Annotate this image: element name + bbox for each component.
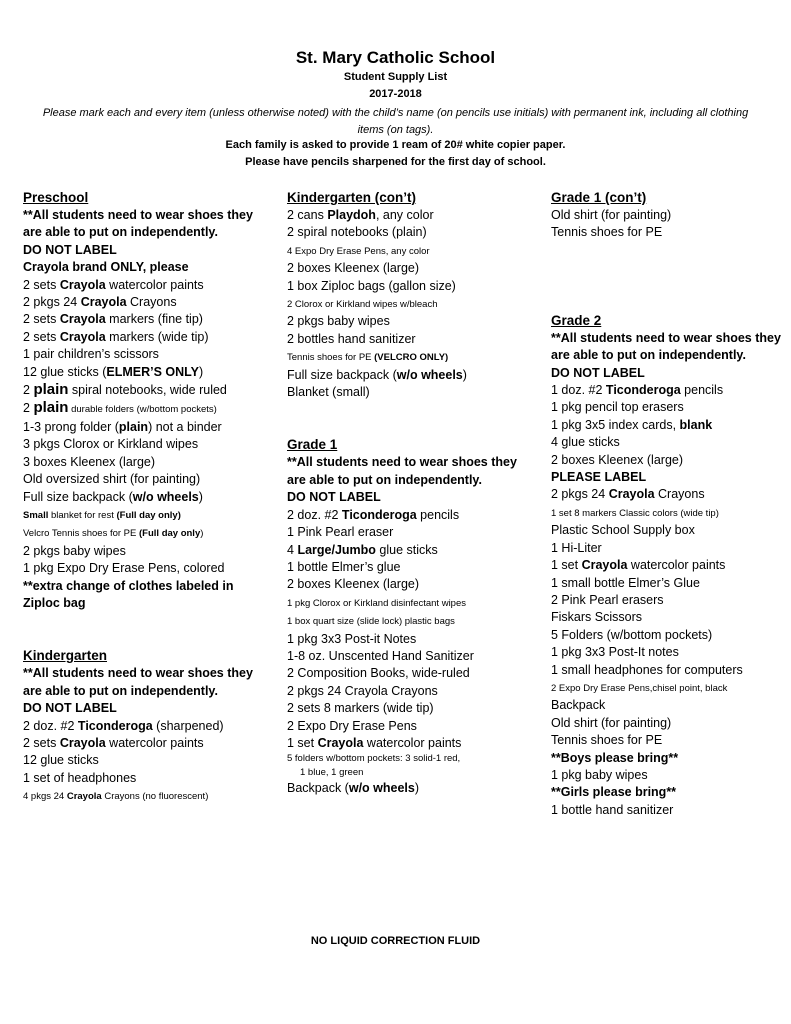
list-item-text: ): [462, 367, 467, 382]
list-item: [551, 697, 786, 714]
list-item-text: Old shirt (for painting): [551, 208, 672, 222]
list-item-text: Crayola: [66, 791, 102, 803]
list-item: [287, 718, 532, 735]
list-item: [23, 346, 268, 363]
list-item: [551, 662, 786, 679]
list-item-text: w/o wheels: [132, 489, 199, 504]
list-item-text: Crayola: [581, 558, 628, 573]
list-item: [23, 560, 268, 577]
list-item-text: Tennis shoes for PE: [287, 352, 375, 364]
list-item-text: 1 box quart size (slide lock) plastic bags: [287, 616, 455, 628]
list-item-text: 1 pair children’s scissors: [23, 347, 159, 362]
list-item-text: 2 pkgs baby wipes: [287, 314, 390, 329]
list-item-text: Ticonderoga: [605, 383, 681, 398]
list-item-text: 2 boxes Kleenex (large): [287, 577, 420, 592]
list-item-text: Crayons (no fluorescent): [101, 791, 209, 803]
list-item: [551, 382, 786, 399]
list-item-text: Crayola: [59, 277, 106, 292]
list-item: [287, 665, 532, 682]
list-item-text: 2 doz. #2: [287, 507, 342, 522]
list-item: [23, 381, 268, 399]
list-item-text: 4 glue sticks: [551, 435, 620, 450]
list-item-text: Velcro Tennis shoes for PE: [23, 528, 139, 540]
grade1-cont-list: [551, 207, 786, 242]
column-right: [551, 188, 786, 819]
list-item: [287, 313, 532, 330]
list-item: [551, 679, 786, 697]
list-item: [23, 543, 268, 560]
grade2-do-not-label: DO NOT LABEL: [551, 365, 645, 380]
list-item-text: 12 glue sticks (: [23, 364, 107, 379]
list-item-text: Ticonderoga: [341, 507, 417, 522]
list-item-text: Old oversized shirt (for painting): [23, 472, 201, 487]
list-item-text: 1 set 8 markers Classic colors (wide tip): [551, 507, 719, 519]
list-item-text: watercolor paints: [105, 277, 204, 292]
list-item-text: 1 pkg 3x3 Post-It notes: [551, 645, 679, 660]
list-item-text: (sharpened): [152, 718, 224, 733]
list-item: [23, 364, 268, 381]
list-item: [23, 436, 268, 453]
list-item-text: 1 set: [287, 735, 318, 750]
list-item: [287, 612, 532, 630]
grade2-heading: Grade 2: [551, 312, 602, 328]
list-item: [23, 770, 268, 787]
list-item-text: 1 pkg Expo Dry Erase Pens, colored: [23, 561, 225, 576]
school-year: 2017-2018: [369, 88, 422, 100]
preschool-do-not-label: DO NOT LABEL: [23, 242, 117, 257]
list-item-text: 2 cans: [287, 208, 328, 222]
list-item-text: 1 pkg 3x3 Post-it Notes: [287, 631, 417, 646]
list-title: Student Supply List: [343, 71, 448, 83]
grade1-do-not-label: DO NOT LABEL: [287, 490, 381, 505]
list-item: [287, 207, 532, 224]
list-item-text: 1 doz. #2: [551, 383, 606, 398]
list-item-text: blank: [679, 417, 713, 432]
list-item-text: Plastic School Supply box: [551, 523, 695, 538]
list-item-text: Crayola: [59, 329, 106, 344]
list-item: [551, 434, 786, 451]
list-item: [287, 367, 532, 384]
list-item-text: 2 Composition Books, wide-ruled: [287, 666, 470, 681]
list-item: [23, 311, 268, 328]
kindergarten-cont-heading: Kindergarten (con’t): [287, 190, 417, 205]
list-item: [287, 559, 532, 576]
list-item-text: 4: [287, 542, 298, 557]
preschool-crayola-only: Crayola brand ONLY, please: [23, 260, 189, 275]
list-item-text: Old shirt (for painting): [551, 715, 672, 730]
list-item: [551, 417, 786, 434]
list-item-text: Full size backpack (: [23, 489, 133, 504]
list-item-text: 1 set of headphones: [23, 770, 137, 785]
list-item: [287, 224, 532, 241]
grade2-please-label: PLEASE LABEL: [551, 470, 647, 485]
list-item-text: 2 sets 8 markers (wide tip): [287, 701, 434, 716]
list-item-text: Crayola: [317, 735, 364, 750]
kindergarten-heading: Kindergarten: [23, 648, 108, 664]
grade1-shoes-note: **All students need to wear shoes they are able to put on independently.: [287, 455, 517, 487]
list-item-text: 4 Expo Dry Erase Pens, any color: [287, 245, 430, 257]
list-item: [287, 683, 532, 700]
list-item: [551, 627, 786, 644]
list-item: [287, 576, 532, 593]
list-item: [551, 540, 786, 557]
list-item-text: plain: [33, 381, 69, 399]
list-item: [551, 715, 786, 732]
list-item: [287, 260, 532, 277]
kindergarten-cont-list: [287, 207, 532, 401]
list-item: [287, 278, 532, 295]
list-item-text: Crayola: [59, 312, 106, 327]
list-item-text: watercolor paints: [363, 735, 462, 750]
list-item-text: glue sticks: [375, 542, 438, 557]
list-item-text: 2 Expo Dry Erase Pens: [287, 718, 417, 733]
grade1-backpack-bold: w/o wheels: [348, 781, 415, 796]
list-item: [287, 735, 532, 752]
list-item-text: 1 bottle Elmer’s glue: [287, 559, 401, 574]
column-middle: [287, 188, 532, 798]
list-item-text: Blanket (small): [287, 385, 370, 400]
kindergarten-do-not-label: DO NOT LABEL: [23, 701, 117, 716]
list-item-text: 2 bottles hand sanitizer: [287, 331, 416, 346]
list-item: [551, 452, 786, 469]
list-item-text: 1 pkg 3x5 index cards,: [551, 417, 680, 432]
list-item-text: Fiskars Scissors: [551, 610, 642, 625]
list-item: [551, 522, 786, 539]
list-item-text: 2: [23, 401, 34, 416]
list-item-text: 2 sets: [23, 735, 60, 750]
list-item: [551, 504, 786, 522]
list-item-text: Tennis shoes for PE: [551, 225, 663, 240]
list-item: [23, 329, 268, 346]
list-item-text: 1-8 oz. Unscented Hand Sanitizer: [287, 648, 474, 663]
grade2-shoes-note: **All students need to wear shoes they are able to put on independently.: [551, 330, 781, 363]
school-name: St. Mary Catholic School: [295, 48, 496, 67]
list-item-text: plain: [33, 399, 69, 417]
grade2-boys-note: **Boys please bring**: [551, 750, 679, 765]
grade1-backpack-post: ): [414, 781, 420, 796]
column-left: [23, 188, 268, 806]
list-item-text: 4 pkgs 24: [23, 791, 67, 803]
list-item-text: markers (wide tip): [105, 329, 209, 344]
list-item: [23, 294, 268, 311]
paper-note: Each family is asked to provide 1 ream of 20# white copier paper.: [225, 139, 566, 151]
list-item-text: Crayola: [59, 735, 106, 750]
list-item-text: w/o wheels: [396, 367, 463, 382]
preschool-extra-clothes: **extra change of clothes labeled in Ziploc bag: [23, 578, 234, 610]
grade2-girls-note: **Girls please bring**: [551, 785, 677, 800]
list-item-text: durable folders (w/bottom pockets): [68, 404, 217, 416]
list-item-text: 2 pkgs 24 Crayola Crayons: [287, 683, 438, 698]
list-item: [23, 506, 268, 524]
grade1-backpack: [287, 780, 532, 797]
list-item-text: 3 pkgs Clorox or Kirkland wipes: [23, 437, 199, 452]
grade2-list-a: [551, 382, 786, 469]
list-item-text: Playdoh: [327, 208, 376, 222]
grade1-list: [287, 507, 532, 753]
list-item-text: ): [200, 528, 204, 540]
list-item-text: 1 Pink Pearl eraser: [287, 525, 394, 540]
list-item: [287, 524, 532, 541]
list-item-text: ELMER’S ONLY: [106, 364, 199, 379]
list-item: [551, 644, 786, 661]
list-item: [551, 486, 786, 503]
list-item-text: blanket for rest: [48, 509, 117, 521]
list-item-text: pencils: [680, 383, 724, 398]
list-item-text: 2 Clorox or Kirkland wipes w/bleach: [287, 299, 438, 311]
grade1-folders-line2: 1 blue, 1 green: [300, 767, 364, 779]
list-item: [287, 542, 532, 559]
list-item-text: 1 small bottle Elmer’s Glue: [551, 575, 700, 590]
list-item: [551, 557, 786, 574]
grade1-folders-line1: 5 folders w/bottom pockets: 3 solid-1 red,: [287, 753, 461, 765]
grade2-boys-item: 1 pkg baby wipes: [551, 767, 648, 782]
list-item: [23, 489, 268, 506]
list-item-text: Crayola: [608, 487, 655, 502]
list-item-text: 2 pkgs 24: [23, 295, 81, 310]
list-item-text: , any color: [375, 208, 434, 222]
list-item-text: Ticonderoga: [77, 718, 153, 733]
list-item-text: 1 pkg Clorox or Kirkland disinfectant wipes: [287, 597, 467, 609]
list-item-text: 2 sets: [23, 312, 60, 327]
list-item-text: Backpack: [551, 698, 606, 713]
list-item: [23, 471, 268, 488]
list-item: [551, 207, 786, 224]
list-item: [551, 592, 786, 609]
list-item-text: 12 glue sticks: [23, 753, 99, 768]
list-item: [23, 787, 268, 805]
list-item-text: 2 sets: [23, 277, 60, 292]
pencil-note: Please have pencils sharpened for the first day of school.: [245, 156, 546, 168]
list-item-text: markers (fine tip): [105, 312, 203, 327]
list-item-text: 1 Hi-Liter: [551, 540, 602, 555]
label-instruction: Please mark each and every item (unless otherwise noted) with the child’s name (on pencils use initials) with permanent ink, including all clothing items (on tags).: [42, 107, 749, 136]
list-item-text: watercolor paints: [105, 735, 204, 750]
footer-note: NO LIQUID CORRECTION FLUID: [310, 935, 481, 947]
list-item: [23, 718, 268, 735]
list-item: [287, 507, 532, 524]
list-item-text: 2: [23, 383, 34, 398]
list-item-text: Crayola: [80, 295, 127, 310]
list-item: [23, 524, 268, 542]
list-item-text: 1 box Ziploc bags (gallon size): [287, 278, 456, 293]
list-item-text: Tennis shoes for PE: [551, 733, 663, 748]
list-item-text: plain: [118, 419, 149, 434]
list-item: [287, 384, 532, 401]
list-item-text: (VELCRO ONLY): [374, 352, 449, 364]
list-item-text: Crayons: [126, 295, 177, 310]
list-item: [551, 575, 786, 592]
grade1-backpack-text: Backpack (: [287, 781, 349, 796]
list-item-text: ) not a binder: [148, 419, 222, 434]
list-item-text: 2 doz. #2: [23, 718, 78, 733]
list-item-text: (Full day only: [139, 528, 201, 540]
kindergarten-list: [23, 718, 268, 806]
preschool-shoes-note: **All students need to wear shoes they are able to put on independently.: [23, 208, 253, 240]
list-item-text: spiral notebooks, wide ruled: [68, 383, 227, 398]
list-item-text: 2 spiral notebooks (plain): [287, 225, 427, 240]
list-item: [551, 399, 786, 416]
preschool-list: [23, 277, 268, 578]
list-item-text: 5 Folders (w/bottom pockets): [551, 627, 713, 642]
list-item: [23, 399, 268, 418]
list-item-text: 1 pkg pencil top erasers: [551, 400, 684, 415]
list-item-text: Full size backpack (: [287, 367, 397, 382]
list-item-text: 1 set: [551, 558, 582, 573]
list-item-text: 2 Expo Dry Erase Pens,chisel point, black: [551, 682, 728, 694]
list-item: [23, 277, 268, 294]
list-item-text: watercolor paints: [627, 558, 726, 573]
grade1-heading: Grade 1: [287, 437, 338, 453]
list-item-text: 1 small headphones for computers: [551, 662, 743, 677]
grade1-cont-heading: Grade 1 (con’t): [551, 190, 647, 205]
preschool-heading: Preschool: [23, 190, 89, 205]
grade2-list-b: [551, 486, 786, 749]
list-item: [23, 419, 268, 436]
grade2-girls-item: 1 bottle hand sanitizer: [551, 802, 674, 817]
list-item-text: 2 sets: [23, 329, 60, 344]
list-item-text: 2 boxes Kleenex (large): [551, 452, 684, 467]
list-item: [551, 224, 786, 241]
list-item-text: pencils: [416, 507, 460, 522]
list-item: [287, 295, 532, 313]
list-item: [551, 732, 786, 749]
list-item: [23, 735, 268, 752]
list-item-text: (Full day only): [116, 509, 181, 521]
list-item-text: 2 pkgs baby wipes: [23, 543, 126, 558]
list-item-text: Crayons: [654, 487, 705, 502]
list-item-text: 3 boxes Kleenex (large): [23, 454, 156, 469]
list-item: [23, 752, 268, 769]
list-item-text: ): [198, 364, 204, 379]
list-item: [287, 348, 532, 366]
list-item-text: 2 Pink Pearl erasers: [551, 592, 664, 607]
list-item-text: 2 pkgs 24: [551, 487, 609, 502]
list-item: [551, 609, 786, 626]
kindergarten-shoes-note: **All students need to wear shoes they are able to put on independently.: [23, 666, 253, 698]
list-item-text: Small: [23, 509, 49, 521]
list-item: [287, 331, 532, 348]
list-item: [287, 648, 532, 665]
list-item: [287, 631, 532, 648]
list-item-text: 2 boxes Kleenex (large): [287, 261, 420, 276]
list-item: [287, 594, 532, 612]
list-item: [23, 454, 268, 471]
list-item-text: 1-3 prong folder (: [23, 419, 119, 434]
list-item-text: Large/Jumbo: [297, 542, 376, 557]
list-item-text: ): [198, 489, 203, 504]
list-item: [287, 700, 532, 717]
list-item: [287, 242, 532, 260]
